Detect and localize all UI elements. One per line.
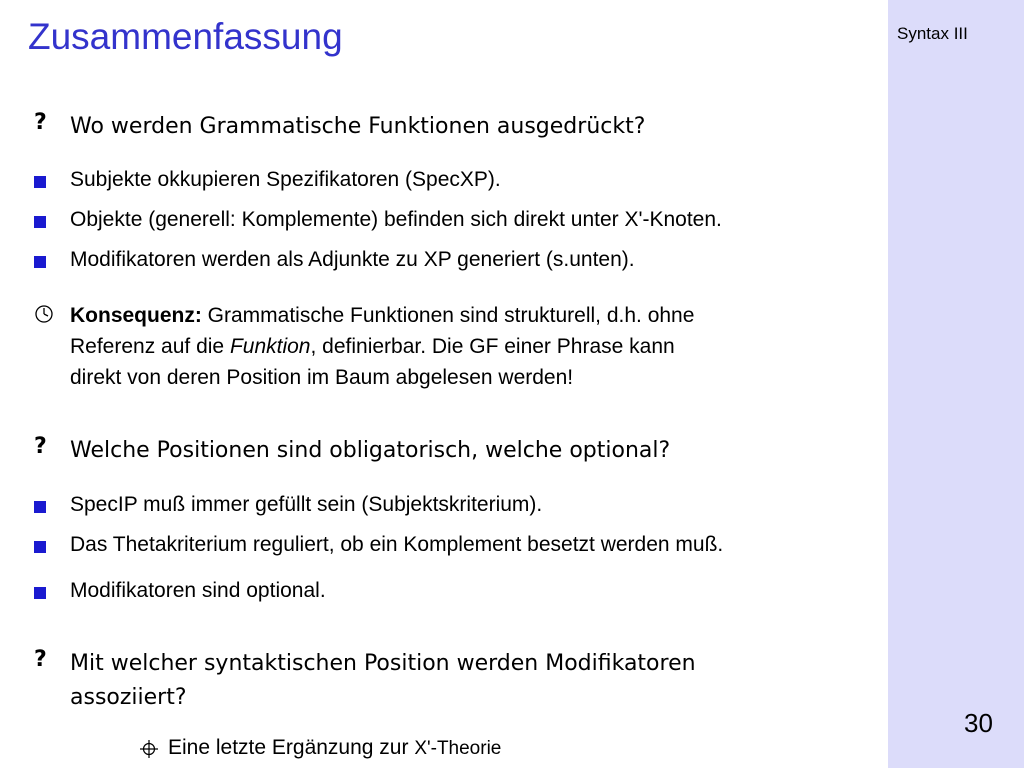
clock-icon: [34, 304, 54, 324]
page-number: 30: [964, 708, 993, 738]
consequence-line-2: Referenz auf die Funktion, definierbar. Die GF einer Phrase kann: [70, 335, 675, 358]
list-item-text: Modifikatoren werden als Adjunkte zu XP generiert (s.unten).: [70, 248, 635, 271]
consequence-label: Konsequenz:: [70, 304, 202, 327]
sub-point-text: Eine letzte Ergänzung zur X'-Theorie: [168, 736, 502, 759]
consequence-line-1: Konsequenz: Grammatische Funktionen sind strukturell, d.h. ohne: [70, 304, 695, 327]
question-3-line-1: Mit welcher syntaktischen Position werden Modifikatoren: [70, 651, 696, 676]
consequence-line-3: direkt von deren Position im Baum abgelesen werden!: [70, 366, 574, 389]
course-label: Syntax III: [897, 24, 968, 43]
sidebar: [888, 0, 1024, 768]
question-mark-icon: ?: [34, 434, 47, 459]
list-item-text: Objekte (generell: Komplemente) befinden sich direkt unter X'-Knoten.: [70, 208, 722, 231]
question-3-line-2: assoziiert?: [70, 685, 187, 710]
square-bullet-icon: [34, 541, 46, 553]
list-item-text: SpecIP muß immer gefüllt sein (Subjektskriterium).: [70, 493, 543, 516]
question-mark-icon: ?: [34, 110, 47, 135]
square-bullet-icon: [34, 587, 46, 599]
question-mark-icon: ?: [34, 647, 47, 672]
question-1-text: Wo werden Grammatische Funktionen ausgedrückt?: [70, 114, 646, 139]
crosshair-icon: [140, 740, 158, 758]
emphasis: Funktion: [229, 335, 311, 358]
page-title: Zusammenfassung: [28, 16, 343, 57]
list-item-text: Subjekte okkupieren Spezifikatoren (SpecXP).: [70, 168, 501, 191]
list-item-text: Das Thetakriterium reguliert, ob ein Komplement besetzt werden muß.: [70, 533, 724, 556]
square-bullet-icon: [34, 256, 46, 268]
square-bullet-icon: [34, 176, 46, 188]
square-bullet-icon: [34, 216, 46, 228]
list-item-text: Modifikatoren sind optional.: [70, 579, 326, 602]
question-2-text: Welche Positionen sind obligatorisch, welche optional?: [70, 438, 671, 463]
square-bullet-icon: [34, 501, 46, 513]
